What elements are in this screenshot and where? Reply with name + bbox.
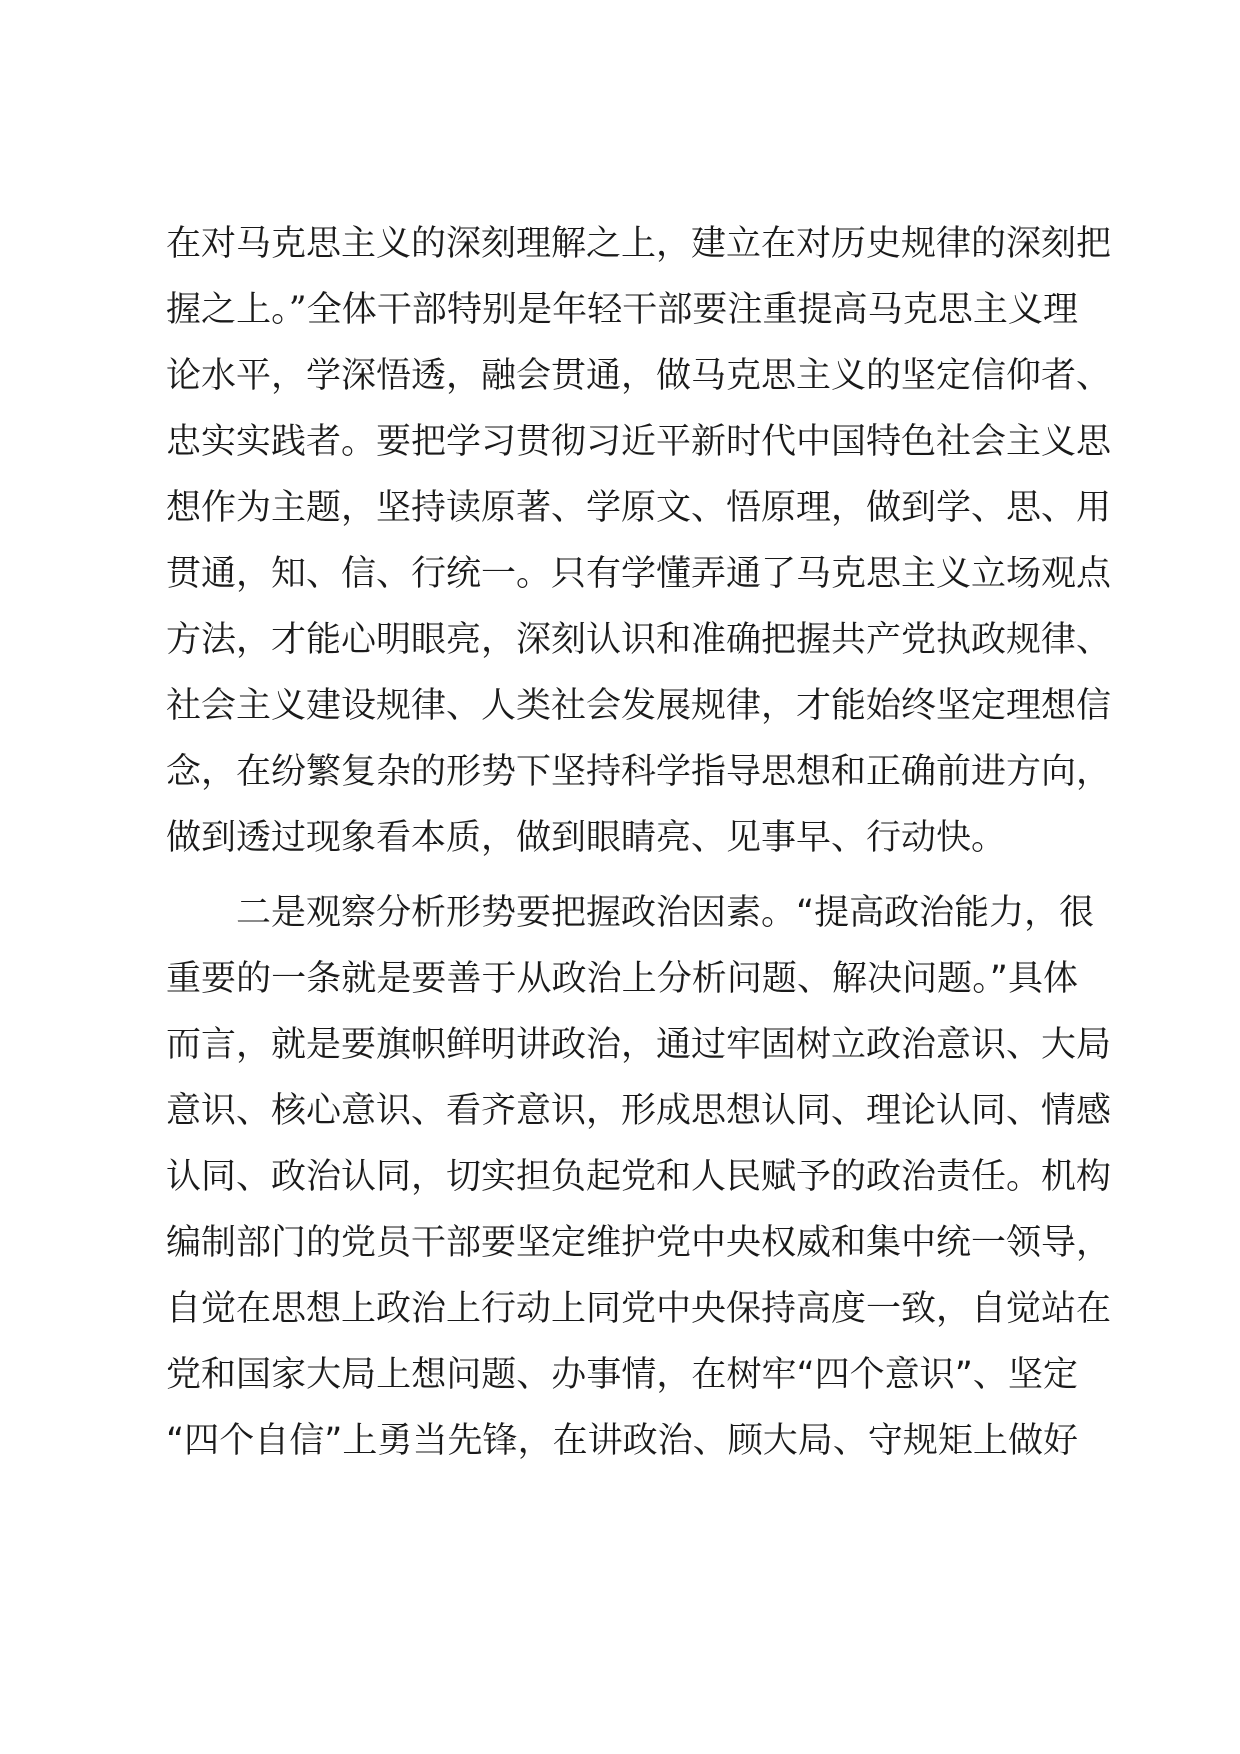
text-line: 认同、政治认同，切实担负起党和人民赋予的政治责任。机构 bbox=[166, 1157, 1112, 1197]
text-line: 方法，才能心明眼亮，深刻认识和准确把握共产党执政规律、 bbox=[166, 620, 1112, 660]
text-line: 自觉在思想上政治上行动上同党中央保持高度一致，自觉站在 bbox=[166, 1289, 1112, 1329]
text-line: 编制部门的党员干部要坚定维护党中央权威和集中统一领导， bbox=[166, 1223, 1112, 1263]
text-line: 论水平，学深悟透，融会贯通，做马克思主义的坚定信仰者、 bbox=[166, 356, 1112, 396]
text-line: 握之上。”全体干部特别是年轻干部要注重提高马克思主义理 bbox=[166, 290, 1078, 330]
text-line: 念，在纷繁复杂的形势下坚持科学指导思想和正确前进方向， bbox=[166, 752, 1112, 792]
text-line: 贯通，知、信、行统一。只有学懂弄通了马克思主义立场观点 bbox=[166, 554, 1112, 594]
text-line: 做到透过现象看本质，做到眼睛亮、见事早、行动快。 bbox=[166, 818, 1007, 858]
text-line: 党和国家大局上想问题、办事情，在树牢“四个意识”、坚定 bbox=[166, 1355, 1078, 1395]
text-line: 而言，就是要旗帜鲜明讲政治，通过牢固树立政治意识、大局 bbox=[166, 1025, 1112, 1065]
text-line: 重要的一条就是要善于从政治上分析问题、解决问题。”具体 bbox=[166, 959, 1078, 999]
text-line: 想作为主题，坚持读原著、学原文、悟原理，做到学、思、用 bbox=[166, 488, 1112, 528]
text-line: 意识、核心意识、看齐意识，形成思想认同、理论认同、情感 bbox=[166, 1091, 1112, 1131]
text-line: 在对马克思主义的深刻理解之上，建立在对历史规律的深刻把 bbox=[166, 224, 1112, 264]
text-line: 二是观察分析形势要把握政治因素。“提高政治能力，很 bbox=[236, 893, 1095, 933]
text-line: “四个自信”上勇当先锋，在讲政治、顾大局、守规矩上做好 bbox=[166, 1421, 1078, 1461]
paragraph-political-factors bbox=[166, 880, 1112, 1474]
paragraph-continued bbox=[166, 211, 1112, 871]
text-line: 社会主义建设规律、人类社会发展规律，才能始终坚定理想信 bbox=[166, 686, 1112, 726]
text-line: 忠实实践者。要把学习贯彻习近平新时代中国特色社会主义思 bbox=[166, 422, 1112, 462]
